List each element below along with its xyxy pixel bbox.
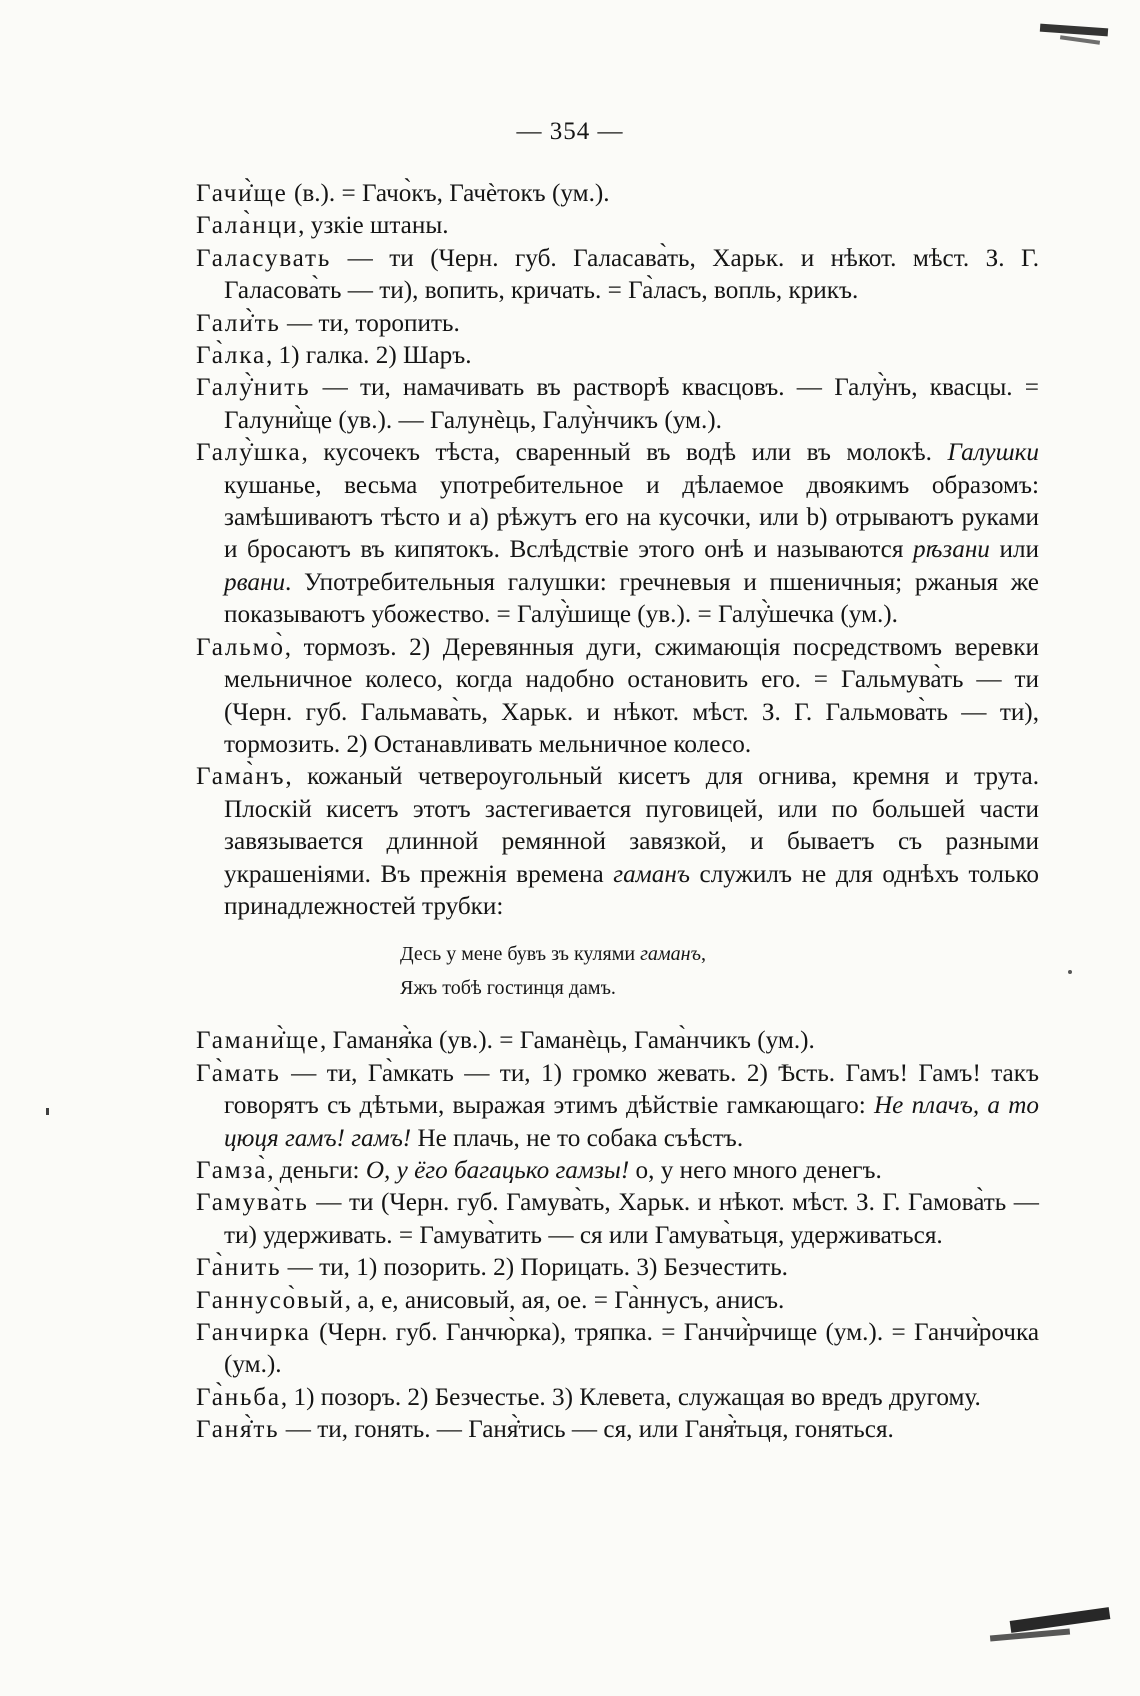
ink-smudge-bottom-right xyxy=(990,1629,1070,1642)
italic-term: гаманъ xyxy=(613,860,690,888)
definition: , а, е, анисовый, ая, ое. = Га̀ннусъ, анисъ. xyxy=(344,1286,785,1314)
entry-ganyat xyxy=(196,1414,1039,1446)
entry-galunyt xyxy=(196,372,1039,437)
entry-gachyshche xyxy=(196,178,1039,210)
headword: Га̀мать xyxy=(196,1059,281,1087)
definition-continued: или xyxy=(989,536,1039,564)
headword: Га̀нить xyxy=(196,1254,282,1282)
definition: , Гаманя̇̀ка (ув.). = Гаманѐць, Гама̀нчикъ (ум.). xyxy=(320,1027,815,1055)
headword: Гали̇̀ть xyxy=(196,309,281,337)
definition-continued: . Употребительныя галушки: гречневыя и пшеничныя; ржаныя же показываютъ убожество. = Галу̇̀шище (ув.). = Галу̇̀шечка (ум.). xyxy=(224,568,1039,629)
speck xyxy=(46,1108,49,1115)
entry-galushka xyxy=(196,437,1039,631)
definition-continued: Не плачь, не то собака съѣстъ. xyxy=(411,1124,744,1152)
headword: Ганнусо̀вый xyxy=(196,1286,345,1314)
definition: , 1) позоръ. 2) Безчестье. 3) Клевета, служащая во вредъ другому. xyxy=(280,1383,981,1411)
entry-galyt xyxy=(196,308,1039,340)
entry-galmo xyxy=(196,632,1039,762)
definition: , кусочекъ тѣста, сваренный въ водѣ или въ молокѣ. xyxy=(301,439,948,467)
entry-ganba xyxy=(196,1382,1039,1414)
definition: , 1) галка. 2) Шаръ. xyxy=(265,342,472,370)
verse-line-1: Десь у мене бувъ зъ кулями гаманъ, xyxy=(400,943,706,966)
definition: — ти (Черн. губ. Гамува̀ть, Харьк. и нѣкот. мѣст. З. Г. Гамова̀ть — ти) удерживать. = Гамува̀тить — ся или Гамува̀тьця, удерживаться. xyxy=(224,1189,1039,1249)
definition: , тормозъ. 2) Деревянныя дуги, сжимающія посредствомъ веревки мельничное колесо, когда надобно остановить его. = Гальмува̀ть — ти (Черн. губ. Гальмава̀ть, Харьк. и нѣкот. мѣст. З. Г. Гальмова̀ть — ти), тормозить. 2) Останавливать мельничное колесо. xyxy=(224,633,1039,758)
entry-gamuvat xyxy=(196,1187,1039,1252)
italic-term: Не плачъ, а то цюця гамъ! гамъ! xyxy=(224,1092,1040,1152)
ink-smudge-top-right xyxy=(1040,24,1108,37)
definition: — ти, торопить. xyxy=(280,309,460,337)
entry-gamat xyxy=(196,1058,1039,1155)
headword: Галу̇̀нить xyxy=(196,374,311,402)
headword: Га̀ньба xyxy=(196,1383,281,1411)
entry-gamanyshche xyxy=(196,1025,1039,1057)
entry-gamza xyxy=(196,1155,1039,1187)
entry-gaman xyxy=(196,761,1039,923)
entry-galka xyxy=(196,340,1039,372)
entry-galasuvat xyxy=(196,243,1039,308)
definition: — ти, 1) позорить. 2) Порицать. 3) Безчестить. xyxy=(281,1254,788,1282)
headword: Га̀лка xyxy=(196,342,266,370)
ink-smudge-top-right xyxy=(1060,35,1100,45)
definition: (Черн. губ. Ганчю̀рка), тряпка. = Ганчи̇̀рчище (ум.). = Ганчи̇̀рочка (ум.). xyxy=(224,1319,1039,1379)
italic-term: Галушки xyxy=(947,439,1039,467)
headword: Гала̀нци xyxy=(196,212,299,240)
definition: — ти, намачивать въ растворѣ квасцовъ. — Галу̇̀нъ, квасцы. = Галуни̇̀ще (ув.). — Галунѐць, Галу̇̀нчикъ (ум.). xyxy=(224,374,1039,434)
entry-ganchirka xyxy=(196,1317,1039,1382)
definition-continued: кушанье, весьма употребительное и дѣлаемое двоякимъ образомъ: замѣшиваютъ тѣсто и a) рѣжутъ его на кусочки, или b) отрываютъ руками и бросаютъ въ кипятокъ. Вслѣдствіе этого онѣ и называются xyxy=(224,471,1039,564)
definition-continued: о, у него много денегъ. xyxy=(629,1156,882,1184)
verse-quote xyxy=(196,937,1039,1005)
definition-continued: служилъ не для однѣхъ только принадлежностей трубки: xyxy=(224,860,1039,920)
headword: Гальмо̀ xyxy=(196,633,285,661)
definition: — ти (Черн. губ. Галасава̀ть, Харьк. и нѣкот. мѣст. З. Г. Галасова̀ть — ти), вопить, кричать. = Га̀ласъ, вопль, крикъ. xyxy=(224,244,1039,305)
page-number: — 354 — xyxy=(516,118,624,145)
definition: — ти, Га̀мкать — ти, 1) громко жевать. 2) Ѣсть. Гамъ! Гамъ! такъ говорятъ съ дѣтьми, выражая этимъ дѣйствіе гамкающаго: xyxy=(224,1059,1039,1120)
speck xyxy=(1068,970,1072,974)
headword: Галасувать xyxy=(196,244,332,272)
headword: Гачи̇̀ще xyxy=(196,180,288,207)
entry-ganyt xyxy=(196,1252,1039,1284)
headword: Ганя̇̀ть xyxy=(196,1416,280,1444)
entry-galantsy xyxy=(196,210,1039,242)
italic-term: О, у ёго багацько гамзы! xyxy=(365,1156,630,1184)
headword: Гамани̇̀ще xyxy=(196,1027,320,1055)
italic-term: рѣзани xyxy=(913,536,990,564)
headword: Гамува̀ть xyxy=(196,1189,309,1217)
headword: Гамза̀ xyxy=(196,1156,268,1184)
verse-line-2: Яжъ тобѣ гостинця дамъ. xyxy=(400,977,616,1000)
entry-gannusovyi xyxy=(196,1285,1039,1317)
headword: Ганчирка xyxy=(196,1319,311,1346)
dictionary-column xyxy=(196,178,1039,1447)
definition: , кожаный четвероугольный кисетъ для огнива, кремня и трута. Плоскій кисетъ этотъ застегивается пуговицей, или по большей части завязывается длинной ремянной завязкой, и бываетъ съ разными украшеніями. Въ прежнія времена xyxy=(224,763,1039,888)
headword: Галу̇̀шка xyxy=(196,439,302,467)
definition: (в.). = Гачо̀къ, Гачѐтокъ (ум.). xyxy=(287,180,610,207)
definition: , узкіе штаны. xyxy=(298,212,449,240)
definition: , деньги: xyxy=(267,1156,366,1184)
italic-term: рвани xyxy=(224,568,286,596)
headword: Гама̀нъ xyxy=(196,763,286,791)
definition: — ти, гонять. — Ганя̇̀тись — ся, или Ганя̇̀тьця, гоняться. xyxy=(279,1416,894,1444)
